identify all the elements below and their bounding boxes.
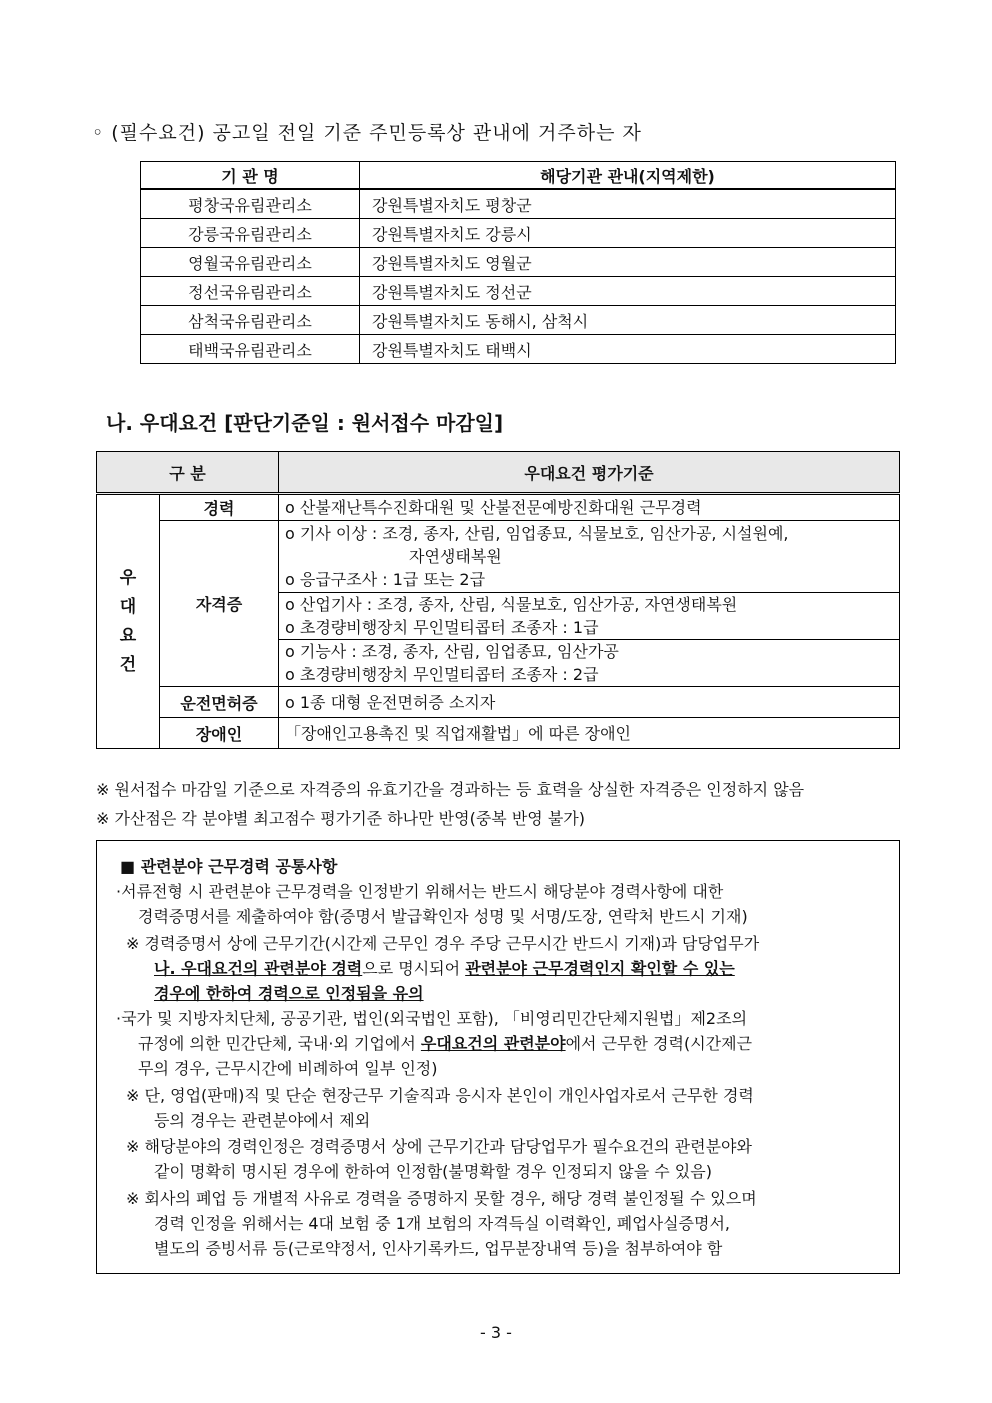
section-title: 나. 우대요건 [판단기준일 : 원서접수 마감일]	[106, 411, 504, 435]
table-row	[141, 189, 896, 219]
note-1: ※ 원서접수 마감일 기준으로 자격증의 유효기간을 경과하는 등 효력을 상실한 자격증은 인정하지 않음	[96, 780, 805, 799]
org-name: 삼척국유림관리소	[141, 306, 360, 335]
cert-group-3: o 기능사 : 조경, 종자, 산림, 임업종묘, 임산가공 o 초경량비행장치 무인멀티콥터 조종자 : 2급	[279, 640, 900, 687]
header-criteria: 우대요건 평가기준	[279, 452, 900, 494]
cert-label: 자격증	[160, 521, 279, 687]
career-label: 경력	[160, 494, 279, 521]
box-line: ※ 해당분야의 경력인정은 경력증명서 상에 근무기간과 담당업무가 필수요건의 관련분야와	[126, 1137, 752, 1156]
header-region: 해당기관 관내(지역제한)	[360, 162, 896, 190]
box-line: 규정에 의한 민간단체, 국내·외 기업에서 우대요건의 관련분야에서 근무한 경력(시간제근	[138, 1034, 753, 1053]
table-header-row	[141, 162, 896, 190]
license-label: 운전면허증	[160, 687, 279, 718]
table-row	[97, 718, 900, 749]
org-name: 정선국유림관리소	[141, 277, 360, 306]
box-line: 나. 우대요건의 관련분야 경력으로 명시되어 관련분야 근무경력인지 확인할 수 있는	[154, 959, 735, 978]
cert-group-2: o 산업기사 : 조경, 종자, 산림, 식물보호, 임산가공, 자연생태복원 o 초경량비행장치 무인멀티콥터 조종자 : 1급	[279, 593, 900, 640]
org-name: 평창국유림관리소	[141, 189, 360, 219]
table-row	[141, 248, 896, 277]
preference-table	[96, 451, 900, 749]
box-line: ※ 회사의 폐업 등 개별적 사유로 경력을 증명하지 못할 경우, 해당 경력 불인정될 수 있으며	[126, 1189, 757, 1208]
org-name: 강릉국유림관리소	[141, 219, 360, 248]
org-region: 강원특별자치도 평창군	[360, 189, 896, 219]
table-row	[141, 277, 896, 306]
org-name: 영월국유림관리소	[141, 248, 360, 277]
box-line: 별도의 증빙서류 등(근로약정서, 인사기록카드, 업무분장내역 등)을 첨부하여야 함	[154, 1239, 723, 1258]
table-row	[141, 335, 896, 364]
box-line: 경력증명서를 제출하여야 함(증명서 발급확인자 성명 및 서명/도장, 연락처 반드시 기재)	[138, 907, 748, 926]
box-line: 등의 경우는 관련분야에서 제외	[154, 1111, 371, 1130]
license-text: o 1종 대형 운전면허증 소지자	[279, 687, 900, 718]
org-region: 강원특별자치도 정선군	[360, 277, 896, 306]
table-row	[141, 219, 896, 248]
box-line: ※ 경력증명서 상에 근무기간(시간제 근무인 경우 주당 근무시간 반드시 기재)과 담당업무가	[126, 934, 760, 953]
box-line: ※ 단, 영업(판매)직 및 단순 현장근무 기술직과 응시자 본인이 개인사업자로서 근무한 경력	[126, 1086, 754, 1105]
table-row	[97, 494, 900, 521]
org-table	[140, 161, 896, 364]
box-line: 같이 명확히 명시된 경우에 한하여 인정함(불명확할 경우 인정되지 않을 수 있음)	[154, 1162, 712, 1181]
table-header-row	[97, 452, 900, 494]
header-org: 기 관 명	[141, 162, 360, 190]
org-region: 강원특별자치도 영월군	[360, 248, 896, 277]
disabled-label: 장애인	[160, 718, 279, 749]
box-line: ·서류전형 시 관련분야 근무경력을 인정받기 위해서는 반드시 해당분야 경력사항에 대한	[116, 882, 724, 901]
requirement-text: ◦ (필수요건) 공고일 전일 기준 주민등록상 관내에 거주하는 자	[92, 122, 642, 144]
table-row	[97, 521, 900, 593]
org-region: 강원특별자치도 강릉시	[360, 219, 896, 248]
box-line: 경력 인정을 위해서는 4대 보험 중 1개 보험의 자격득실 이력확인, 폐업사실증명서,	[154, 1214, 730, 1233]
table-row	[97, 687, 900, 718]
org-region: 강원특별자치도 태백시	[360, 335, 896, 364]
box-title: ■ 관련분야 근무경력 공통사항	[120, 857, 338, 876]
career-text: o 산불재난특수진화대원 및 산불전문예방진화대원 근무경력	[279, 494, 900, 521]
page-number: - 3 -	[480, 1323, 512, 1342]
side-label: 우 대 요 건	[97, 494, 160, 749]
box-line: 경우에 한하여 경력으로 인정됨을 유의	[154, 984, 424, 1003]
table-row	[141, 306, 896, 335]
cert-group-1: o 기사 이상 : 조경, 종자, 산림, 임업종묘, 식물보호, 임산가공, 시설원예, 자연생태복원 o 응급구조사 : 1급 또는 2급	[279, 521, 900, 593]
note-2: ※ 가산점은 각 분야별 최고점수 평가기준 하나만 반영(중복 반영 불가)	[96, 809, 585, 828]
org-region: 강원특별자치도 동해시, 삼척시	[360, 306, 896, 335]
box-line: 무의 경우, 근무시간에 비례하여 일부 인정)	[138, 1059, 438, 1078]
box-line: ·국가 및 지방자치단체, 공공기관, 법인(외국법인 포함), 「비영리민간단체지원법」제2조의	[116, 1009, 748, 1028]
org-name: 태백국유림관리소	[141, 335, 360, 364]
disabled-text: 「장애인고용촉진 및 직업재활법」에 따른 장애인	[279, 718, 900, 749]
header-category: 구 분	[97, 452, 279, 494]
